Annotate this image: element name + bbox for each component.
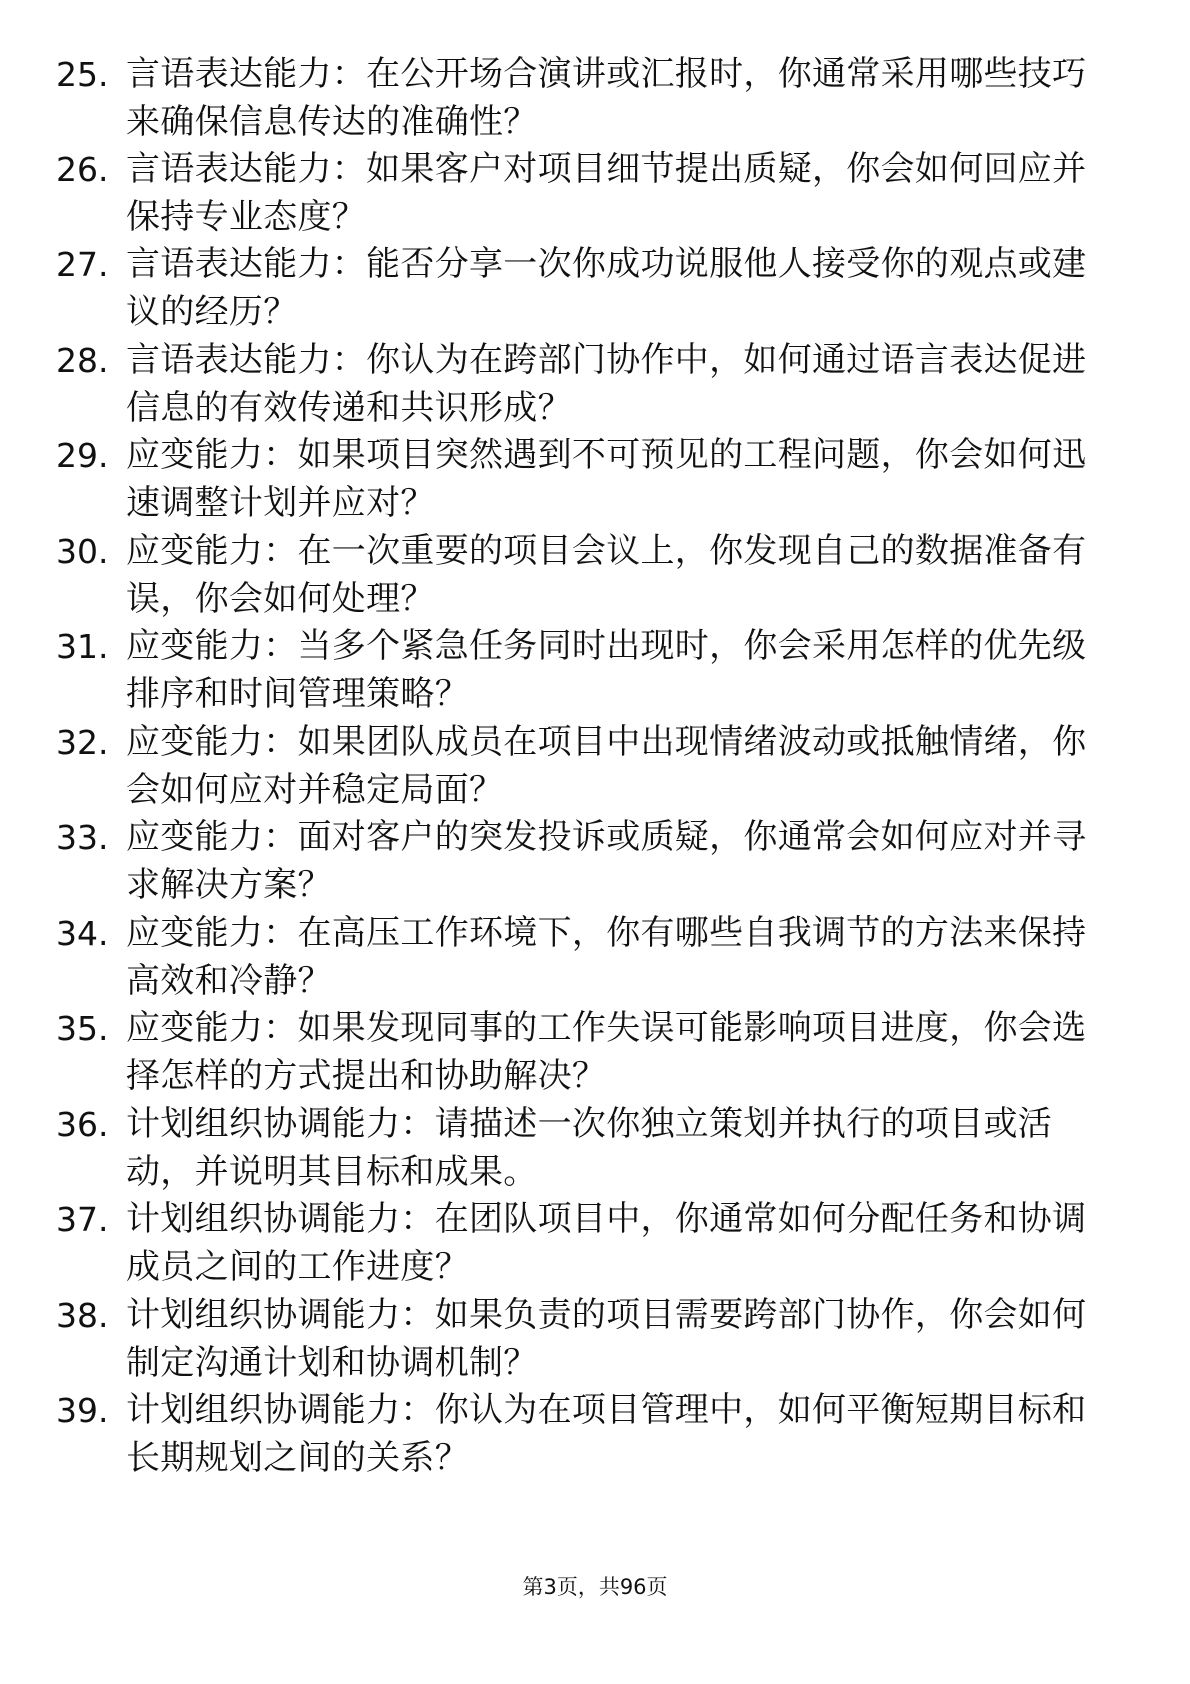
question-line: 应变能力：面对客户的突发投诉或质疑，你通常会如何应对并寻 <box>126 817 1087 857</box>
question-text <box>126 1195 1136 1291</box>
question-text <box>126 431 1136 527</box>
question-number: 25. <box>56 55 109 94</box>
question-number: 31. <box>56 627 109 666</box>
question-line: 成员之间的工作进度？ <box>126 1247 469 1287</box>
question-text <box>126 50 1136 146</box>
question-item <box>0 145 1190 235</box>
question-text <box>126 527 1136 623</box>
question-line: 言语表达能力：在公开场合演讲或汇报时，你通常采用哪些技巧 <box>126 54 1087 94</box>
question-text <box>126 1291 1136 1387</box>
question-number: 38. <box>56 1296 109 1335</box>
question-text <box>126 1100 1136 1196</box>
question-text <box>126 145 1136 241</box>
question-number: 29. <box>56 436 109 475</box>
question-line: 求解决方案？ <box>126 865 332 905</box>
question-number: 32. <box>56 723 109 762</box>
question-line: 高效和冷静？ <box>126 961 332 1001</box>
question-line: 误，你会如何处理？ <box>126 579 435 619</box>
question-item <box>0 813 1190 903</box>
question-line: 应变能力：如果项目突然遇到不可预见的工程问题，你会如何迅 <box>126 435 1087 475</box>
question-line: 长期规划之间的关系？ <box>126 1438 469 1478</box>
question-item <box>0 909 1190 999</box>
question-line: 应变能力：在一次重要的项目会议上，你发现自己的数据准备有 <box>126 531 1087 571</box>
question-text <box>126 718 1136 814</box>
question-number: 26. <box>56 150 109 189</box>
question-line: 言语表达能力：能否分享一次你成功说服他人接受你的观点或建 <box>126 244 1087 284</box>
question-text <box>126 240 1136 336</box>
question-line: 言语表达能力：你认为在跨部门协作中，如何通过语言表达促进 <box>126 340 1087 380</box>
question-text <box>126 336 1136 432</box>
question-number: 33. <box>56 818 109 857</box>
question-item <box>0 622 1190 712</box>
question-number: 35. <box>56 1009 109 1048</box>
question-item <box>0 336 1190 426</box>
question-line: 信息的有效传递和共识形成？ <box>126 388 572 428</box>
question-text <box>126 909 1136 1005</box>
question-line: 言语表达能力：如果客户对项目细节提出质疑，你会如何回应并 <box>126 149 1087 189</box>
question-number: 28. <box>56 341 109 380</box>
question-item <box>0 1291 1190 1381</box>
page-number-footer: 第3页，共96页 <box>522 1575 668 1599</box>
question-line: 应变能力：如果团队成员在项目中出现情绪波动或抵触情绪，你 <box>126 722 1087 762</box>
question-item <box>0 1195 1190 1285</box>
question-line: 速调整计划并应对？ <box>126 483 435 523</box>
question-number: 27. <box>56 245 109 284</box>
question-line: 议的经历？ <box>126 292 298 332</box>
question-line: 会如何应对并稳定局面？ <box>126 770 504 810</box>
question-line: 制定沟通计划和协调机制？ <box>126 1343 538 1383</box>
question-item <box>0 431 1190 521</box>
question-item <box>0 1004 1190 1094</box>
question-line: 计划组织协调能力：在团队项目中，你通常如何分配任务和协调 <box>126 1199 1087 1239</box>
question-number: 37. <box>56 1200 109 1239</box>
question-item <box>0 240 1190 330</box>
question-item <box>0 527 1190 617</box>
question-item <box>0 718 1190 808</box>
question-line: 应变能力：在高压工作环境下，你有哪些自我调节的方法来保持 <box>126 913 1087 953</box>
question-line: 应变能力：当多个紧急任务同时出现时，你会采用怎样的优先级 <box>126 626 1087 666</box>
question-number: 39. <box>56 1391 109 1430</box>
question-number: 30. <box>56 532 109 571</box>
question-line: 排序和时间管理策略？ <box>126 674 469 714</box>
question-number: 34. <box>56 914 109 953</box>
question-line: 来确保信息传达的准确性？ <box>126 102 538 142</box>
question-line: 计划组织协调能力：如果负责的项目需要跨部门协作，你会如何 <box>126 1295 1087 1335</box>
question-line: 计划组织协调能力：请描述一次你独立策划并执行的项目或活 <box>126 1104 1053 1144</box>
question-text <box>126 1004 1136 1100</box>
question-line: 保持专业态度？ <box>126 197 367 237</box>
question-item <box>0 50 1190 140</box>
question-line: 动，并说明其目标和成果。 <box>126 1152 538 1192</box>
question-text <box>126 1386 1136 1482</box>
question-text <box>126 622 1136 718</box>
question-item <box>0 1386 1190 1476</box>
question-number: 36. <box>56 1105 109 1144</box>
question-text <box>126 813 1136 909</box>
question-line: 计划组织协调能力：你认为在项目管理中，如何平衡短期目标和 <box>126 1390 1087 1430</box>
question-item <box>0 1100 1190 1190</box>
question-line: 应变能力：如果发现同事的工作失误可能影响项目进度，你会选 <box>126 1008 1087 1048</box>
question-line: 择怎样的方式提出和协助解决？ <box>126 1056 607 1096</box>
